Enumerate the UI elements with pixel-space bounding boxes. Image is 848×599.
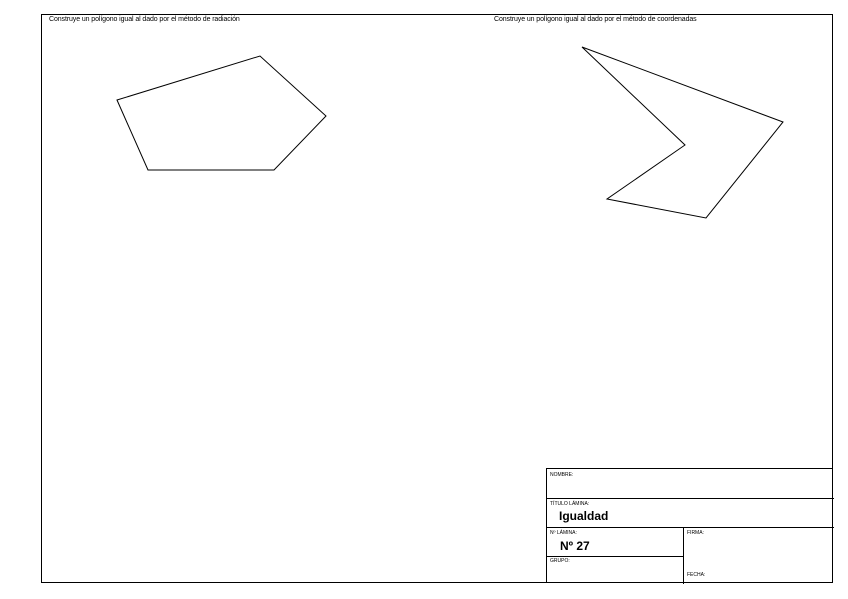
nombre-label: NOMBRE: (550, 472, 574, 478)
title-block (546, 468, 833, 583)
firma-cell (684, 527, 834, 556)
titulo-value: Igualdad (559, 509, 609, 523)
grupo-label: GRUPO: (550, 558, 570, 564)
nombre-cell (547, 469, 834, 498)
instruction-radiation: Construye un polígono igual al dado por el método de radiación (49, 16, 240, 23)
fecha-cell (684, 556, 834, 584)
titulo-cell (547, 498, 834, 527)
lamina-value: Nº 27 (560, 539, 590, 553)
lamina-cell (547, 527, 683, 556)
firma-label: FIRMA: (687, 530, 704, 536)
fecha-label: FECHA: (687, 572, 706, 578)
pentagon-figure (117, 56, 326, 170)
concave-polygon-figure (582, 47, 783, 218)
instruction-coordinates: Construye un polígono igual al dado por el método de coordenadas (494, 16, 697, 23)
titulo-label: TÍTULO LÁMINA: (550, 501, 590, 507)
lamina-label: Nº LÁMINA: (550, 530, 577, 536)
grupo-cell (547, 556, 683, 584)
